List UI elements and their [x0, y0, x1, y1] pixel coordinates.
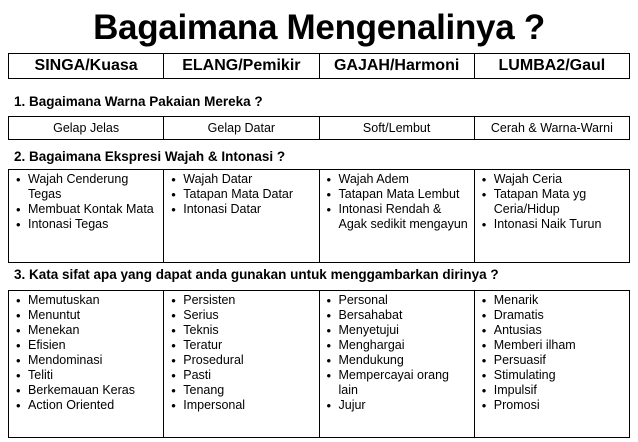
list-item: • Pasti [170, 368, 314, 383]
list-item: • Berkemauan Keras [15, 383, 159, 398]
list-item: • Mendukung [326, 353, 470, 368]
list-item: • Stimulating [481, 368, 625, 383]
list-item: • Tatapan Mata yg Ceria/Hidup [481, 187, 625, 217]
list-item: • Impersonal [170, 398, 314, 413]
answer-cell [319, 291, 474, 438]
list-item: • Action Oriented [15, 398, 159, 413]
question-1: 1. Bagaimana Warna Pakaian Mereka ? [14, 94, 263, 109]
list-item: • Jujur [326, 398, 470, 413]
answer-cell [9, 291, 164, 438]
list-item: • Persuasif [481, 353, 625, 368]
list-item: • Teknis [170, 323, 314, 338]
answer-cell [474, 170, 629, 263]
list-item: • Menuntut [15, 308, 159, 323]
question-3: 3. Kata sifat apa yang dapat anda gunakan untuk menggambarkan dirinya ? [14, 267, 499, 282]
list-item: • Intonasi Tegas [15, 217, 159, 232]
list-item: • Memberi ilham [481, 338, 625, 353]
list-item: • Mempercayai orang lain [326, 368, 470, 398]
bullet-list [9, 170, 163, 232]
column-header-table [8, 53, 630, 79]
answer-cell [164, 170, 319, 263]
answer-table-1 [8, 116, 630, 140]
column-header-gajah: GAJAH/Harmoni [319, 54, 474, 79]
answer-table-3 [8, 290, 630, 438]
answer-cell [319, 170, 474, 263]
list-item: • Antusias [481, 323, 625, 338]
list-item: • Mendominasi [15, 353, 159, 368]
bullet-list [475, 170, 629, 232]
list-item: • Intonasi Rendah & Agak sedikit mengayun [326, 202, 470, 232]
list-item: • Teliti [15, 368, 159, 383]
answer-cell: Gelap Jelas [9, 117, 164, 140]
list-item: • Menekan [15, 323, 159, 338]
list-item: • Tenang [170, 383, 314, 398]
bullet-list [475, 291, 629, 413]
list-item: • Prosedural [170, 353, 314, 368]
bullet-list [320, 170, 474, 232]
column-header-singa: SINGA/Kuasa [9, 54, 164, 79]
list-item: • Intonasi Datar [170, 202, 314, 217]
bullet-list [9, 291, 163, 413]
list-item: • Bersahabat [326, 308, 470, 323]
column-header-elang: ELANG/Pemikir [164, 54, 319, 79]
list-item: • Wajah Cenderung Tegas [15, 172, 159, 202]
column-header-lumba: LUMBA2/Gaul [474, 54, 629, 79]
bullet-list [320, 291, 474, 413]
page-title: Bagaimana Mengenalinya ? [93, 8, 545, 47]
question-2: 2. Bagaimana Ekspresi Wajah & Intonasi ? [14, 149, 286, 164]
answer-cell [474, 291, 629, 438]
list-item: • Dramatis [481, 308, 625, 323]
answer-table-2 [8, 169, 630, 263]
bullet-list [164, 170, 318, 217]
list-item: • Teratur [170, 338, 314, 353]
list-item: • Tatapan Mata Lembut [326, 187, 470, 202]
list-item: • Menarik [481, 293, 625, 308]
list-item: • Intonasi Naik Turun [481, 217, 625, 232]
list-item: • Menghargai [326, 338, 470, 353]
answer-cell: Cerah & Warna-Warni [474, 117, 629, 140]
list-item: • Tatapan Mata Datar [170, 187, 314, 202]
answer-cell [164, 291, 319, 438]
list-item: • Menyetujui [326, 323, 470, 338]
list-item: • Membuat Kontak Mata [15, 202, 159, 217]
list-item: • Promosi [481, 398, 625, 413]
answer-cell [9, 170, 164, 263]
bullet-list [164, 291, 318, 413]
list-item: • Wajah Datar [170, 172, 314, 187]
list-item: • Impulsif [481, 383, 625, 398]
list-item: • Personal [326, 293, 470, 308]
list-item: • Persisten [170, 293, 314, 308]
list-item: • Efisien [15, 338, 159, 353]
list-item: • Wajah Ceria [481, 172, 625, 187]
list-item: • Memutuskan [15, 293, 159, 308]
answer-cell: Gelap Datar [164, 117, 319, 140]
answer-cell: Soft/Lembut [319, 117, 474, 140]
list-item: • Wajah Adem [326, 172, 470, 187]
list-item: • Serius [170, 308, 314, 323]
